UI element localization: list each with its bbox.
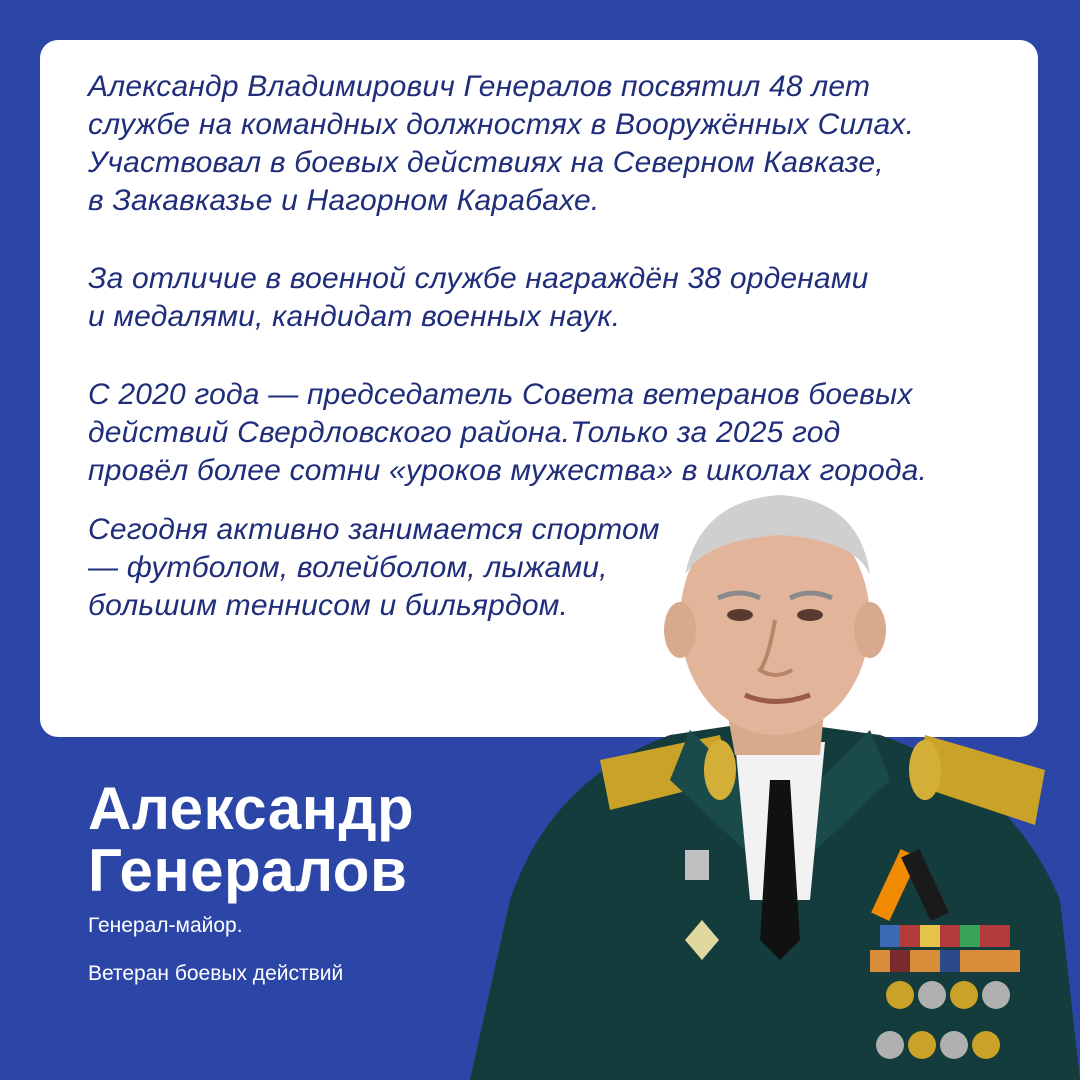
rank-label: Генерал-майор. xyxy=(88,914,243,937)
first-name: Александр xyxy=(88,775,415,842)
text-line: в Закавказье и Нагорном Карабахе. xyxy=(88,184,600,217)
awards-paragraph xyxy=(88,260,1018,336)
text-line: действий Свердловского района.Только за 2025 год xyxy=(88,416,841,449)
council-paragraph xyxy=(88,376,1028,490)
status-label: Ветеран боевых действий xyxy=(88,962,344,985)
text-line: Александр Владимирович Генералов посвятил 48 лет xyxy=(88,70,871,103)
text-line: — футболом, волейболом, лыжами, xyxy=(88,551,608,584)
portrait-photo xyxy=(470,480,1080,1080)
text-line: За отличие в военной службе награждён 38 орденами xyxy=(88,262,869,295)
text-line: Участвовал в боевых действиях на Северном Кавказе, xyxy=(88,146,884,179)
last-name: Генералов xyxy=(88,837,408,904)
text-line: Сегодня активно занимается спортом xyxy=(88,513,660,546)
service-paragraph xyxy=(88,68,1018,220)
text-line: и медалями, кандидат военных наук. xyxy=(88,300,621,333)
text-line: С 2020 года — председатель Совета ветеранов боевых xyxy=(88,378,913,411)
person-name xyxy=(88,775,415,904)
text-line: службе на командных должностях в Вооружённых Силах. xyxy=(88,108,915,141)
text-line: провёл более сотни «уроков мужества» в школах города. xyxy=(88,454,928,487)
text-line: большим теннисом и бильярдом. xyxy=(88,589,568,622)
